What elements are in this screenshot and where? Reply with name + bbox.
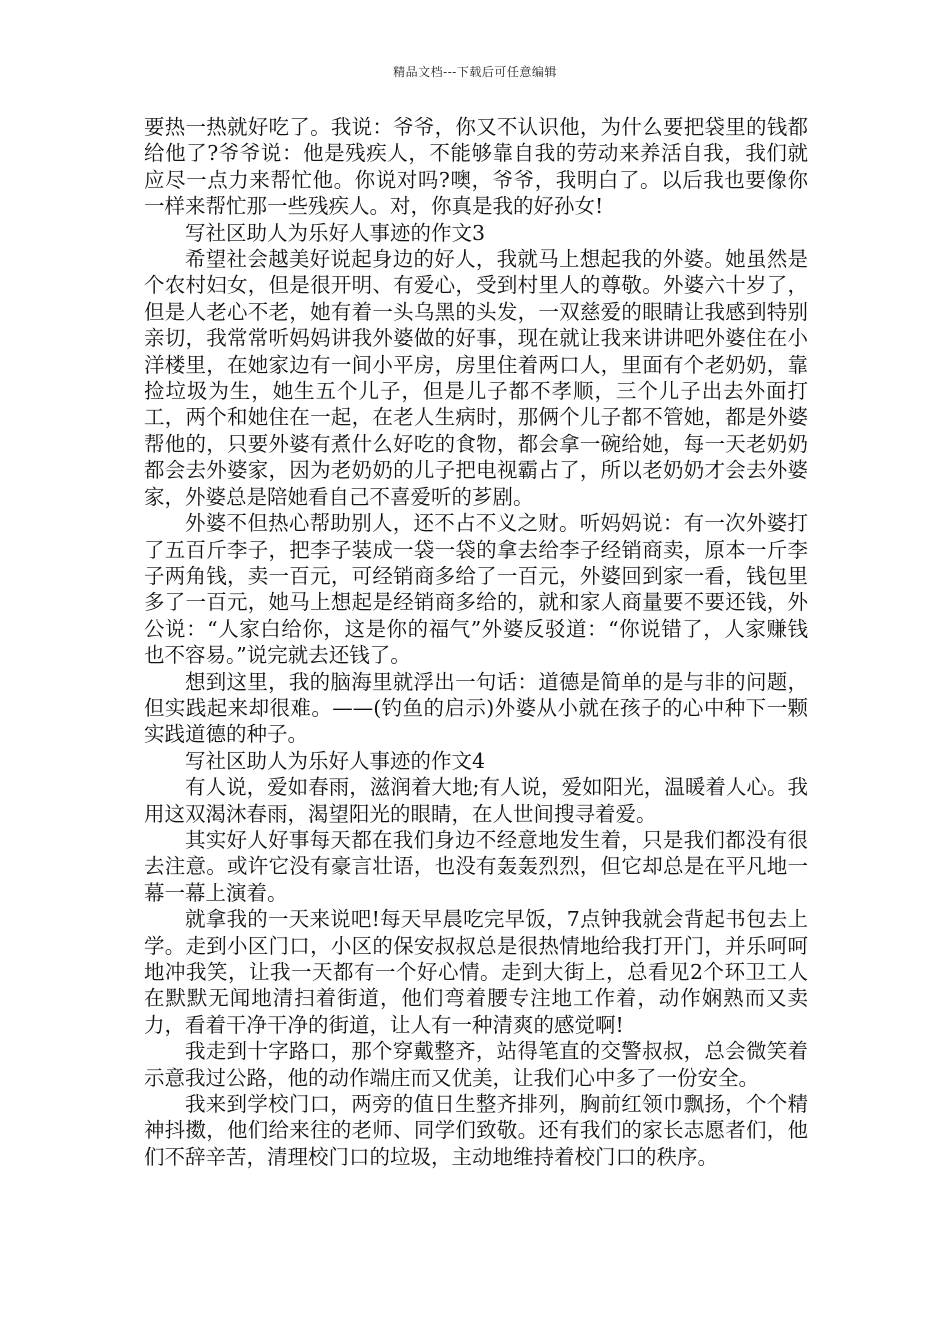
paragraph: 想到这里，我的脑海里就浮出一句话：道德是简单的是与非的问题，但实践起来却很难。——(钓鱼的启示)外婆从小就在孩子的心中种下一颗实践道德的种子。 bbox=[144, 669, 808, 747]
paragraph: 要热一热就好吃了。我说：爷爷，你又不认识他，为什么要把袋里的钱都给他了?爷爷说：他是残疾人，不能够靠自我的劳动来养活自我，我们就应尽一点力来帮忙他。你说对吗?噢，爷爷，我明白了。以后我也要像你一样来帮忙那一些残疾人。对，你真是我的好孙女! bbox=[144, 115, 808, 219]
section-heading: 写社区助人为乐好人事迹的作文4 bbox=[185, 748, 486, 773]
paragraph: 就拿我的一天来说吧!每天早晨吃完早饭，7点钟我就会背起书包去上学。走到小区门口，小区的保安叔叔总是很热情地给我打开门，并乐呵呵地冲我笑，让我一天都有一个好心情。走到大街上，总看见2个环卫工人在默默无闻地清扫着街道，他们弯着腰专注地工作着，动作娴熟而又卖力，看着干净干净的街道，让人有一种清爽的感觉啊! bbox=[144, 907, 808, 1037]
section-heading: 写社区助人为乐好人事迹的作文3 bbox=[185, 220, 486, 245]
paragraph: 有人说，爱如春雨，滋润着大地;有人说，爱如阳光，温暖着人心。我用这双渴沐春雨，渴望阳光的眼睛，在人世间搜寻着爱。 bbox=[144, 775, 808, 826]
paragraph: 其实好人好事每天都在我们身边不经意地发生着，只是我们都没有很去注意。或许它没有豪言壮语，也没有轰轰烈烈，但它却总是在平凡地一幕一幕上演着。 bbox=[144, 827, 808, 905]
page-header: 精品文档---下载后可任意编辑 bbox=[393, 65, 557, 79]
paragraph: 外婆不但热心帮助别人，还不占不义之财。听妈妈说：有一次外婆打了五百斤李子，把李子装成一袋一袋的拿去给李子经销商卖，原本一斤李子两角钱，卖一百元，可经销商多给了一百元，外婆回到家一看，钱包里多了一百元，她马上想起是经销商多给的，就和家人商量要不要还钱，外公说：“人家白给你，这是你的福气”外婆反驳道：“你说错了，人家赚钱也不容易。”说完就去还钱了。 bbox=[144, 511, 808, 668]
paragraph: 我来到学校门口，两旁的值日生整齐排列，胸前红领巾飘扬，个个精神抖擞，他们给来往的老师、同学们致敬。还有我们的家长志愿者们，他们不辞辛苦，清理校门口的垃圾，主动地维持着校门口的秩序。 bbox=[144, 1092, 808, 1169]
paragraph: 我走到十字路口，那个穿戴整齐，站得笔直的交警叔叔，总会微笑着示意我过公路，他的动作端庄而又优美，让我们心中多了一份安全。 bbox=[144, 1039, 808, 1090]
paragraph: 希望社会越美好说起身边的好人，我就马上想起我的外婆。她虽然是个农村妇女，但是很开明、有爱心，受到村里人的尊敬。外婆六十岁了，但是人老心不老，她有着一头乌黑的头发，一双慈爱的眼睛让我感到特别亲切，我常常听妈妈讲我外婆做的好事，现在就让我来讲讲吧外婆住在小洋楼里，在她家边有一间小平房，房里住着两口人，里面有个老奶奶，靠捡垃圾为生，她生五个儿子，但是儿子都不孝顺，三个儿子出去外面打工，两个和她住在一起，在老人生病时，那俩个儿子都不管她，都是外婆帮他的，只要外婆有煮什么好吃的食物，都会拿一碗给她，每一天老奶奶都会去外婆家，因为老奶奶的儿子把电视霸占了，所以老奶奶才会去外婆家，外婆总是陪她看自己不喜爱听的芗剧。 bbox=[144, 247, 808, 509]
document-body bbox=[144, 114, 808, 1170]
